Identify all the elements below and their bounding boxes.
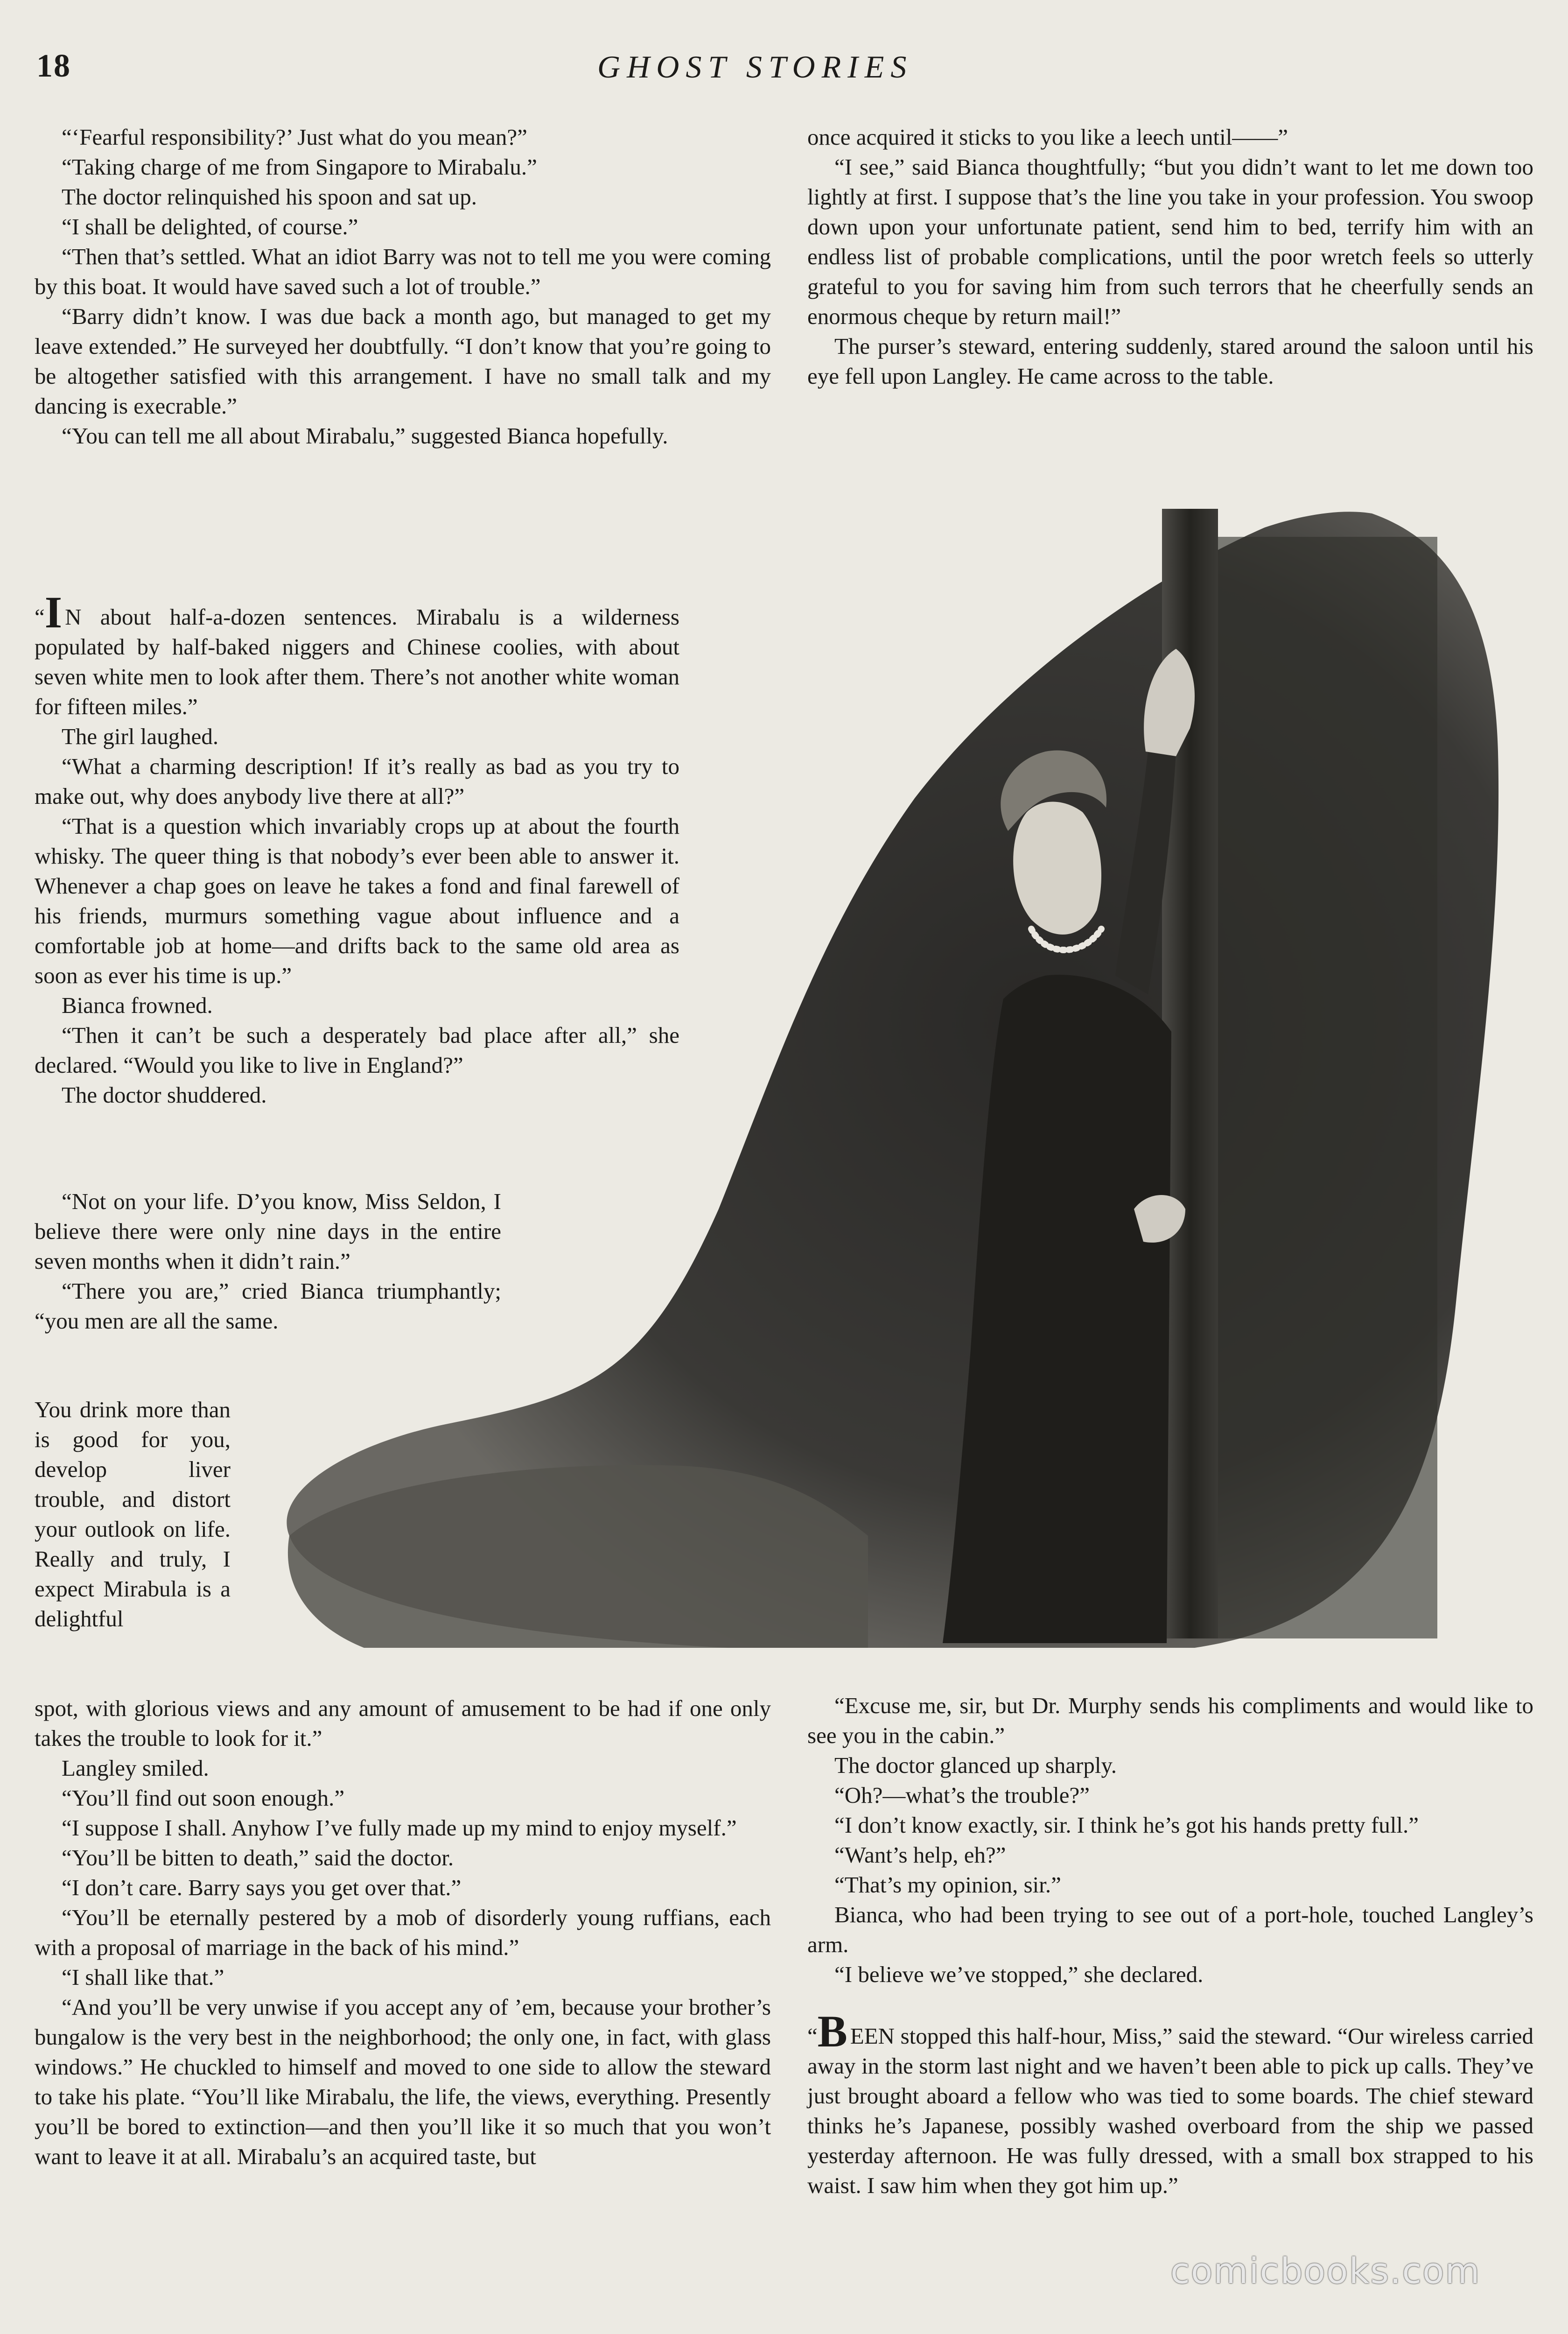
running-title: GHOST STORIES [597,49,913,84]
paragraph: Bianca, who had been trying to see out of a port-hole, touched Langley’s arm. [807,1902,1533,1957]
dropcap-quote: “ [35,604,45,630]
paragraph: “Then it can’t be such a desperately bad place after all,” she declared. “Would you like to live in England?” [35,1022,679,1078]
left-column-extra-narrow [35,1395,231,1634]
paragraph: “I shall be delighted, of course.” [62,214,358,239]
dropcap-letter: I [44,587,63,637]
dropcap-paragraph [807,2006,1533,2200]
paragraph: “I see,” said Bianca thoughtfully; “but you didn’t want to let me down too lightly at first. I suppose that’s the line you take in your profession. You swoop down upon your unfortunate patient, send him to bed, terrify him with an endless list of probable complications, until the poor wretch feels so utterly grateful to you for saving him from such terrors that he cheerfully sends an enormous cheque by return mail!” [807,154,1533,329]
paragraph: The doctor shuddered. [62,1082,267,1108]
paragraph: “I shall like that.” [62,1964,224,1990]
paragraph: “I believe we’ve stopped,” she declared. [834,1961,1204,1987]
paragraph: The doctor glanced up sharply. [834,1752,1117,1778]
paragraph: “Not on your life. D’you know, Miss Seldon, I believe there were only nine days in the entire seven months when it didn’t rain.” [35,1188,501,1274]
dropcap-letter: B [817,2006,847,2056]
paragraph: “You’ll be bitten to death,” said the doctor. [62,1845,454,1870]
story-illustration [261,509,1521,1666]
paragraph: “Barry didn’t know. I was due back a month ago, but managed to get my leave extended.” He surveyed her doubtfully. “I don’t know that you’re going to be altogether satisfied with this arrangement. I have no small talk and my dancing is execrable.” [35,303,771,419]
paragraph: “Then that’s settled. What an idiot Barry was not to tell me you were coming by this boat. It would have saved such a lot of trouble.” [35,244,771,299]
paragraph: “You’ll be eternally pestered by a mob of disorderly young ruffians, each with a proposal of marriage in the back of his mind.” [35,1905,771,1960]
paragraph: “You can tell me all about Mirabalu,” suggested Bianca hopefully. [62,423,668,449]
paragraph: “There you are,” cried Bianca triumphantly; “you men are all the same. [35,1278,501,1334]
paragraph: “‘Fearful responsibility?’ Just what do you mean?” [62,124,527,150]
dropcap-text: EEN stopped this half-hour, Miss,” said the steward. “Our wireless carried away in the storm last night and we haven’t been able to pick up calls. They’ve just brought aboard a fellow who was tied to some boards. The chief steward thinks he’s Japanese, possibly washed overboard from the ship we passed yesterday afternoon. He was fully dressed, with a small box strapped to his waist. I saw him when they got him up.” [807,2023,1533,2198]
paragraph: “That is a question which invariably crops up at about the fourth whisky. The queer thing is that nobody’s ever been able to answer it. Whenever a chap goes on leave he takes a fond and final farewell of his friends, murmurs something vague about influence and a comfortable job at home—and drifts back to the same old area as soon as ever his time is up.” [35,813,679,988]
paragraph-continued: spot, with glorious views and any amount of amusement to be had if one only takes the trouble to look for it.” [35,1695,771,1751]
paragraph: “Oh?—what’s the trouble?” [834,1782,1090,1808]
paragraph: The doctor relinquished his spoon and sat up. [62,184,477,210]
paragraph: “I suppose I shall. Anyhow I’ve fully made up my mind to enjoy myself.” [62,1815,737,1841]
woman-at-doorway-photo [261,509,1521,1666]
dropcap-text: N about half-a-dozen sentences. Mirabalu is a wilderness populated by half-baked niggers and Chinese coolies, with about seven white men to look after them. There’s not another white woman for fifteen miles.” [35,604,679,719]
paragraph: Langley smiled. [62,1755,209,1781]
paragraph: “And you’ll be very unwise if you accept any of ’em, because your brother’s bungalow is the very best in the neighborhood; the only one, in fact, with glass windows.” He chuckled to himself and moved to one side to allow the steward to take his plate. “You’ll like Mirabalu, the life, the views, everything. Presently you’ll be bored to extinction—and then you’ll like it so much that you won’t want to leave it at all. Mirabalu’s an acquired taste, but [35,1994,771,2169]
left-column-bottom [35,1694,771,2172]
dropcap-quote: “ [807,2023,818,2049]
paragraph: “Taking charge of me from Singapore to Mirabalu.” [62,154,537,180]
paragraph: The girl laughed. [62,724,219,749]
paragraph: “You’ll find out soon enough.” [62,1785,345,1811]
paragraph: “Excuse me, sir, but Dr. Murphy sends his compliments and would like to see you in the cabin.” [807,1693,1533,1748]
paragraph: “I don’t care. Barry says you get over that.” [62,1875,462,1900]
page-number: 18 [36,48,71,84]
paragraph: The purser’s steward, entering suddenly, stared around the saloon until his eye fell upon Langley. He came across to the table. [807,333,1533,389]
paragraph-continued: once acquired it sticks to you like a leech until——” [807,124,1288,150]
paragraph-continued: You drink more than is good for you, develop liver trouble, and distort your outlook on life. Really and truly, I expect Mirabula is a delightful [35,1397,231,1631]
paragraph: “I don’t know exactly, sir. I think he’s got his hands pretty full.” [834,1812,1419,1838]
paragraph: “That’s my opinion, sir.” [834,1872,1061,1898]
left-column-top [35,122,771,451]
site-watermark: comicbooks.com [1170,2250,1481,2292]
paragraph: Bianca frowned. [62,992,213,1018]
right-column-top [807,122,1533,391]
paragraph: “What a charming description! If it’s really as bad as you try to make out, why does anybody live there at all?” [35,753,679,809]
paragraph: “Want’s help, eh?” [834,1842,1006,1868]
right-column-bottom [807,1691,1533,2200]
